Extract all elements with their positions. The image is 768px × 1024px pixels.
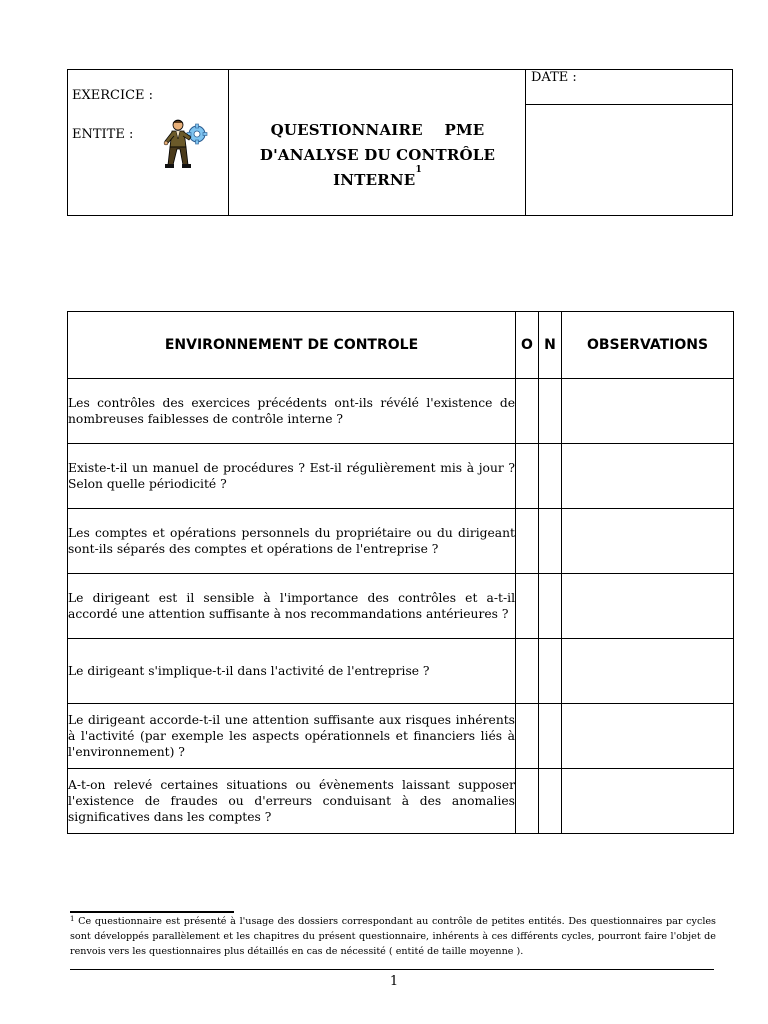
table-row bbox=[68, 444, 734, 509]
page-bottom-rule bbox=[70, 969, 714, 970]
question-cell: Les comptes et opérations personnels du propriétaire ou du dirigeant sont-ils séparés des comptes et opérations de l'entreprise ? bbox=[68, 509, 516, 574]
o-header: O bbox=[516, 312, 539, 379]
section-header: ENVIRONNEMENT DE CONTROLE bbox=[68, 312, 516, 379]
n-cell[interactable] bbox=[539, 379, 562, 444]
question-cell: Le dirigeant est il sensible à l'importance des contrôles et a-t-il accordé une attention suffisante à nos recommandations antérieures ? bbox=[68, 574, 516, 639]
observations-cell[interactable] bbox=[562, 639, 734, 704]
document-title bbox=[235, 118, 520, 193]
n-cell[interactable] bbox=[539, 769, 562, 834]
table-row bbox=[68, 639, 734, 704]
footnote-separator bbox=[70, 911, 234, 913]
o-cell[interactable] bbox=[516, 444, 539, 509]
title-line-2: D'ANALYSE DU CONTRÔLE bbox=[259, 146, 496, 164]
table-row bbox=[68, 704, 734, 769]
question-cell: A-t-on relevé certaines situations ou évènements laissant supposer l'existence de fraudes ou d'erreurs conduisant à des anomalies significatives dans les comptes ? bbox=[68, 769, 516, 834]
observations-header: OBSERVATIONS bbox=[562, 312, 734, 379]
n-cell[interactable] bbox=[539, 509, 562, 574]
n-header: N bbox=[539, 312, 562, 379]
o-cell[interactable] bbox=[516, 704, 539, 769]
table-row bbox=[68, 769, 734, 834]
o-cell[interactable] bbox=[516, 639, 539, 704]
n-cell[interactable] bbox=[539, 574, 562, 639]
o-cell[interactable] bbox=[516, 769, 539, 834]
questionnaire-table bbox=[67, 311, 734, 834]
footnote bbox=[70, 914, 716, 959]
exercice-label: EXERCICE : bbox=[72, 88, 154, 103]
n-cell[interactable] bbox=[539, 639, 562, 704]
n-cell[interactable] bbox=[539, 444, 562, 509]
entite-label: ENTITE : bbox=[72, 127, 134, 142]
title-footnote-ref: 1 bbox=[415, 165, 422, 175]
question-cell: Le dirigeant accorde-t-il une attention suffisante aux risques inhérents à l'activité (par exemple les aspects opérationnels et financiers liés à l'environnement) ? bbox=[68, 704, 516, 769]
observations-cell[interactable] bbox=[562, 574, 734, 639]
date-label: DATE : bbox=[531, 70, 577, 85]
observations-cell[interactable] bbox=[562, 509, 734, 574]
table-row bbox=[68, 379, 734, 444]
footnote-marker: 1 bbox=[70, 915, 75, 923]
table-row bbox=[68, 509, 734, 574]
header-right-divider bbox=[525, 69, 526, 216]
question-cell: Le dirigeant s'implique-t-il dans l'activité de l'entreprise ? bbox=[68, 639, 516, 704]
table-header-row bbox=[68, 312, 734, 379]
question-cell: Les contrôles des exercices précédents ont-ils révélé l'existence de nombreuses faiblesses de contrôle interne ? bbox=[68, 379, 516, 444]
page-number: 1 bbox=[389, 974, 399, 989]
title-line-3 bbox=[235, 165, 520, 193]
o-cell[interactable] bbox=[516, 574, 539, 639]
title-line-3-text: INTERNE bbox=[333, 171, 416, 189]
observations-cell[interactable] bbox=[562, 769, 734, 834]
footnote-text: Ce questionnaire est présenté à l'usage des dossiers correspondant au contrôle de petites entités. Des questionnaires par cycles sont développés parallèlement et les chapitres du présent questionnaire, inhérents à ces différents cycles, pourront faire l'objet de renvois vers les questionnaires plus détaillés en cas de nécessité ( entité de taille moyenne ). bbox=[70, 916, 716, 957]
observations-cell[interactable] bbox=[562, 444, 734, 509]
date-cell-divider bbox=[525, 104, 733, 105]
o-cell[interactable] bbox=[516, 509, 539, 574]
worker-clipart-icon bbox=[158, 117, 208, 170]
table-row bbox=[68, 574, 734, 639]
o-cell[interactable] bbox=[516, 379, 539, 444]
question-cell: Existe-t-il un manuel de procédures ? Est-il régulièrement mis à jour ? Selon quelle périodicité ? bbox=[68, 444, 516, 509]
title-line-1: QUESTIONNAIRE PME bbox=[270, 121, 485, 139]
observations-cell[interactable] bbox=[562, 379, 734, 444]
n-cell[interactable] bbox=[539, 704, 562, 769]
observations-cell[interactable] bbox=[562, 704, 734, 769]
